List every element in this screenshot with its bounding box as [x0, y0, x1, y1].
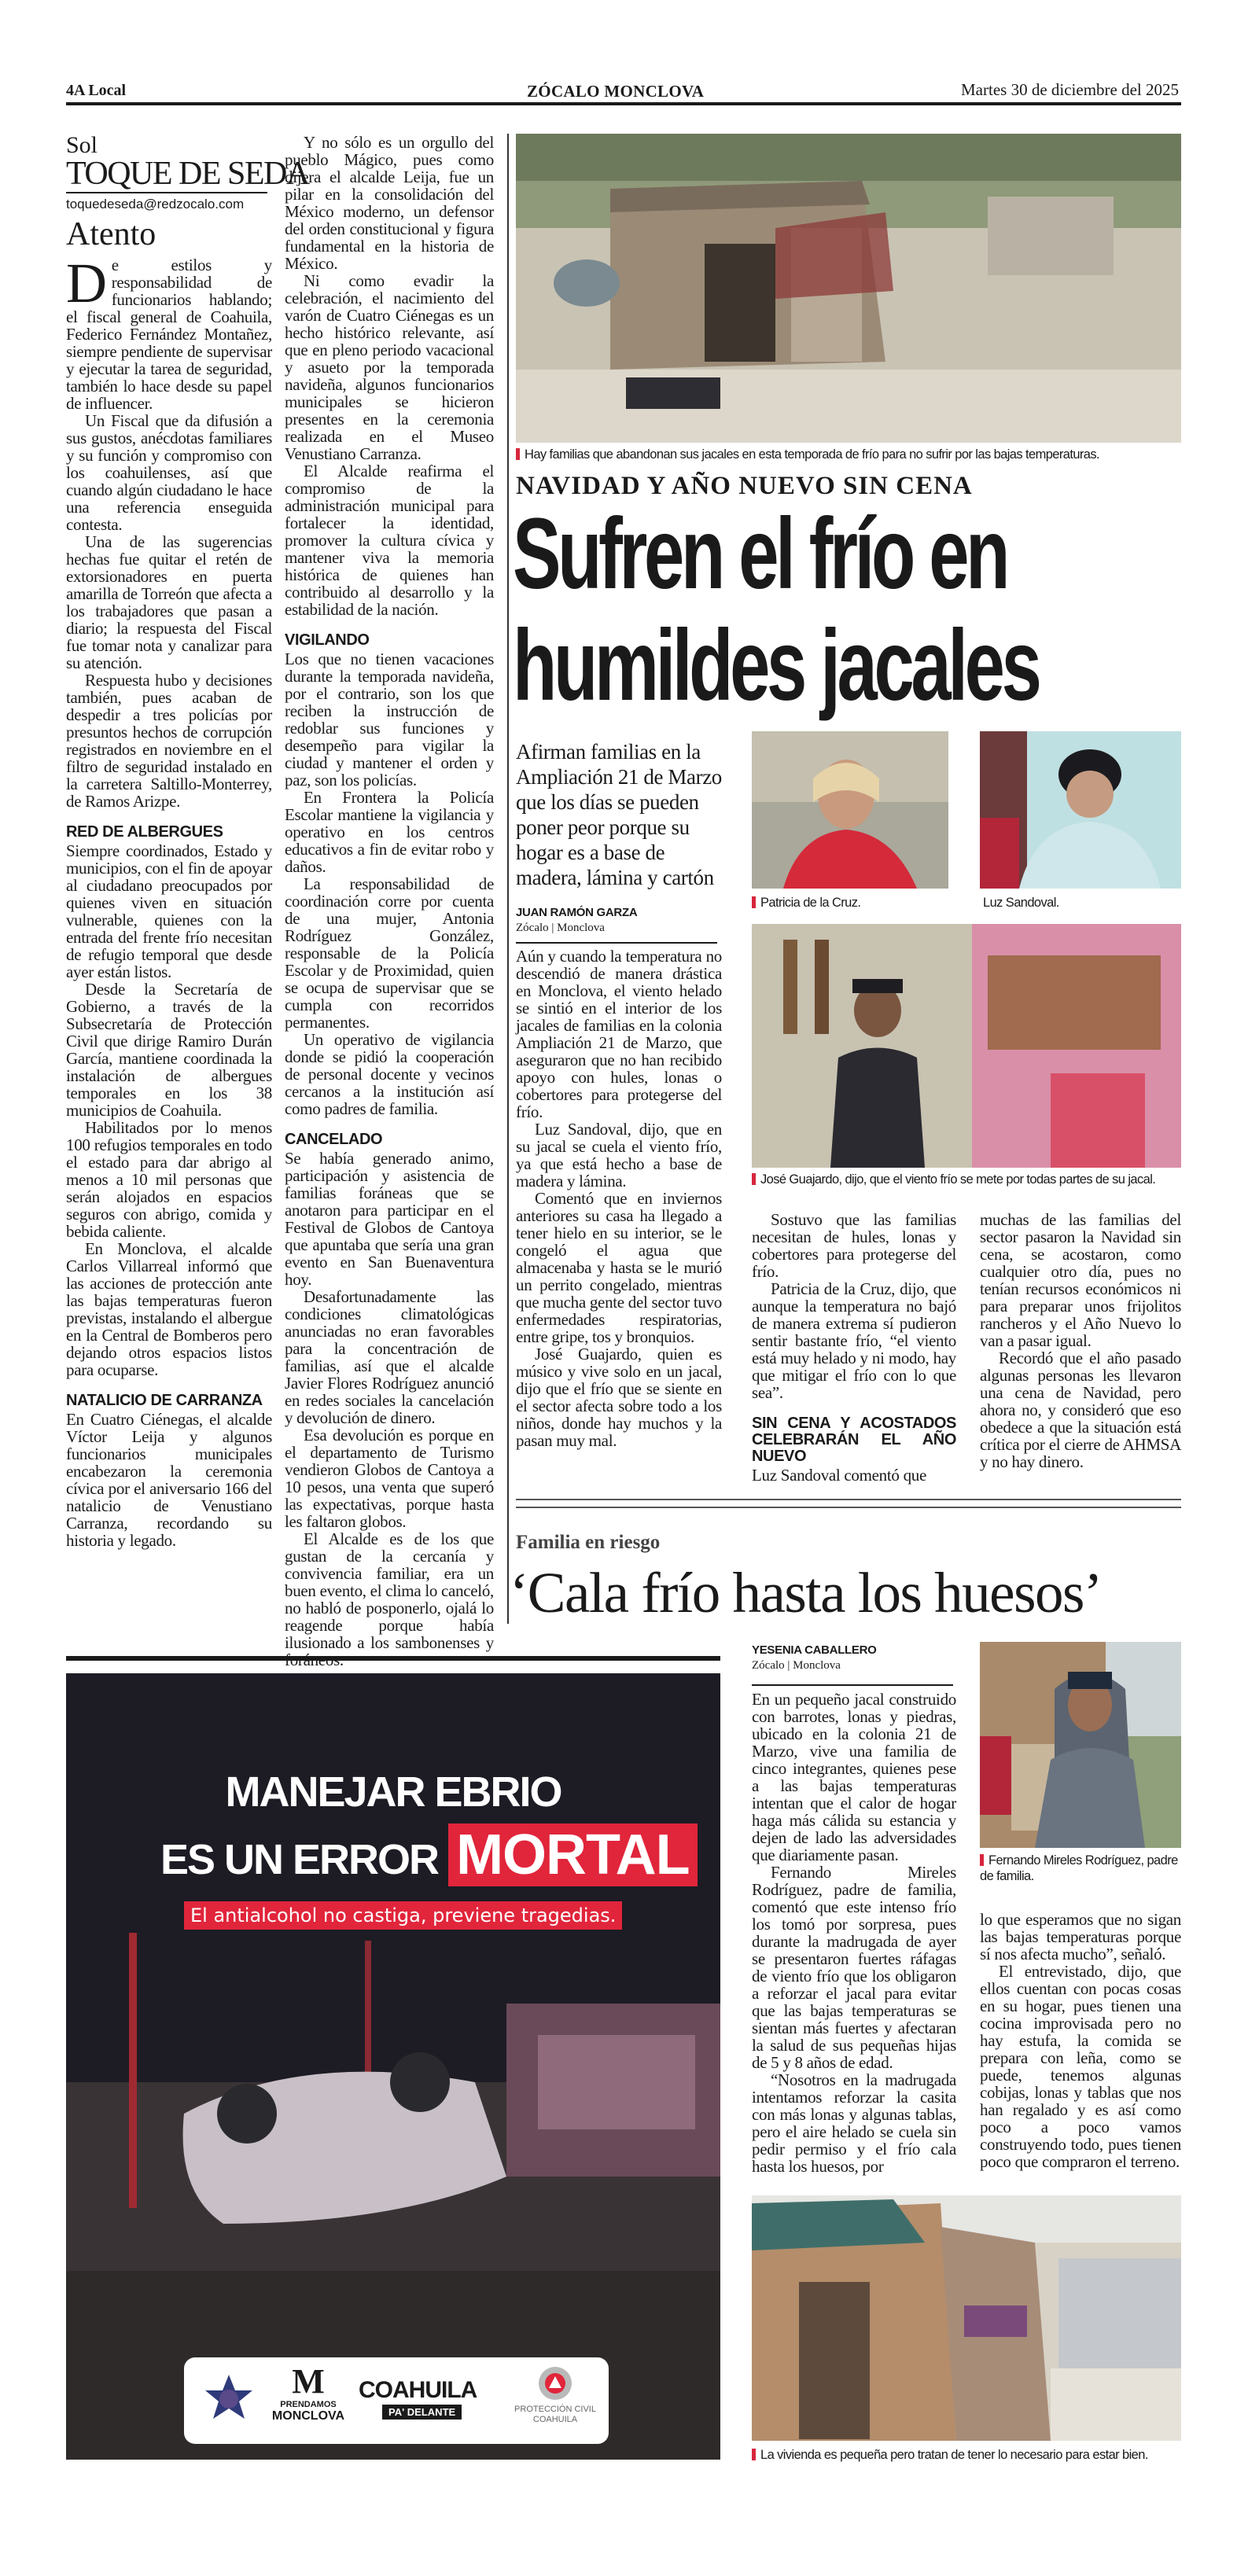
- second-story-section: Familia en riesgo: [516, 1532, 661, 1553]
- ad-top-rule: [66, 1656, 720, 1661]
- ad-headline-line-2: ES UN ERROR MORTAL: [160, 1823, 698, 1887]
- subhead-red-de-albergues: RED DE ALBERGUES: [66, 823, 223, 841]
- photo-patricia-de-la-cruz: [752, 731, 948, 889]
- ad-headline-line-1: MANEJAR EBRIO: [225, 1768, 561, 1816]
- paragraph: Esa devolución es porque en el departamento de Turismo vendieron Globos de Cantoya a 10 pesos, una venta que superó las expectativas, porque hasta les faltaron globos.: [285, 1426, 494, 1531]
- paragraph: La responsabilidad de coordinación corre por cuenta de una mujer, Antonia Rodríguez González, responsable de la Policía Escolar y de Proximidad, quien se ocupa de supervisar que se cumpla con recorridos permanentes.: [285, 874, 494, 1032]
- byline-rule: [516, 942, 717, 944]
- paragraph: Recordó que el año pasado algunas personas les llevaron una cena de Navidad, pero ahora no, y consideró que eso obedece a que la situación está crítica por el cierre de AHMSA y no hay dinero.: [980, 1349, 1181, 1471]
- paragraph: Una de las sugerencias hechas fue quitar el retén de extorsionadores en puerta amarilla de Torreón que afecta a los trabajadores que pasan a diario; la respuesta del Fiscal fue tomar nota y canalizar para su atención.: [66, 532, 272, 672]
- ad-highlight: MORTAL: [448, 1823, 698, 1886]
- subhead-vigilando: VIGILANDO: [285, 631, 370, 649]
- second-story-column-1: [752, 1691, 956, 2175]
- column-section-name: TOQUE DE SEDA: [66, 156, 309, 192]
- top-photo-caption: Hay familias que abandonan sus jacales en esta temporada de frío para no sufrir por las bajas temperaturas.: [516, 447, 1181, 462]
- ad-tagline: El antialcohol no castiga, previene tragedias.: [184, 1901, 622, 1930]
- paragraph: Luz Sandoval, dijo, que en su jacal se cuela el viento frío, ya que está hecho a base de madera y lámina.: [516, 1120, 722, 1190]
- caption-luz: Luz Sandoval.: [983, 896, 1059, 910]
- column-text-2: [285, 134, 494, 1669]
- story-kicker: NAVIDAD Y AÑO NUEVO SIN CENA: [516, 472, 973, 500]
- paragraph: En Cuatro Ciénegas, el alcalde Víctor Leija y algunos funcionarios municipales encabezaron la ceremonia cívica por el aniversario 166 del natalicio de Venustiano Carranza, recordando su historia y legado.: [66, 1410, 272, 1550]
- paragraph: El Alcalde es de los que gustan de la cercanía y convivencia familiar, era un buen evento, el clima lo canceló, no habló de posponerlo, ojalá lo reagende porque había ilusionado a los sambonenses y: [285, 1529, 494, 1652]
- story-byline-author: JUAN RAMÓN GARZA: [516, 906, 638, 919]
- police-star-icon: [201, 2373, 256, 2428]
- paragraph: En Monclova, el alcalde Carlos Villarreal informó que las acciones de protección ante las bajas temperaturas fueron previstas, instalando el albergue en la Central de Bomberos pero dejando otros espacios listos para ocuparse.: [66, 1239, 272, 1379]
- civil-protection-icon: [537, 2365, 573, 2401]
- paragraph: Y no sólo es un orgullo del pueblo Mágico, pues como dijera el alcalde Leija, fue un pilar en la consolidación del México moderno, un defensor del orden constitucional y figura fundamental en la historia de México.: [285, 133, 494, 273]
- paragraph: Siempre coordinados, Estado y municipios, con el fin de apoyar al ciudadano preocupados por quienes viven en situación vulnerable, quienes con la entrada del frente frío necesitan de refugio temporal que desde ayer están listos.: [66, 841, 272, 981]
- paragraph: Desafortunadamente las condiciones climatológicas anunciadas no eran favorables para la concentración de familias, así que el alcalde Javier Flores Rodríguez anunció en redes sociales la cancelación y devolución de dinero.: [285, 1287, 494, 1427]
- caption-marker: [980, 1854, 984, 1866]
- story-separator-rule: [516, 1499, 1181, 1500]
- column-title: Atento: [66, 216, 156, 252]
- issue-date: Martes 30 de diciembre del 2025: [961, 80, 1179, 99]
- paragraph: El Alcalde reafirma el compromiso de la administración municipal para fortalecer la identidad, promover la cultura cívica y mantener viva la memoria histórica de quienes han contribuido al desarrollo y la estabilidad de la nación.: [285, 462, 494, 619]
- photo-jose-guajardo: [752, 924, 1181, 1168]
- newspaper-name: ZÓCALO MONCLOVA: [527, 82, 705, 101]
- header-rule: [66, 102, 1181, 105]
- logo-prendamos: M PRENDAMOS MONCLOVA: [269, 2364, 348, 2423]
- column-text-1: [66, 252, 272, 1550]
- subhead-cancelado: CANCELADO: [285, 1131, 383, 1148]
- caption-marker: [752, 896, 756, 908]
- paragraph: Ni como evadir la celebración, el nacimiento del varón de Cuatro Ciénegas es un hecho histórico relevante, así que en pleno periodo vacacional y asueto por la temporada navideña, algunos funcionarios municipales se hicieron presentes en la ceremonia realizada en el Museo Venustiano Carranza.: [285, 271, 494, 463]
- story-column-1: [516, 948, 722, 1449]
- caption-marker: [752, 1173, 756, 1185]
- story-separator-rule: [516, 1507, 1181, 1508]
- logo-coahuila: COAHUILA PA' DELANTE: [359, 2377, 477, 2418]
- paragraph: Los que no tienen vacaciones durante la temporada navideña, por el contrario, son los que reciben la instrucción de redoblar sus funciones y desempeño para vigilar la ciudad y mantener el orden y paz, son los policías.: [285, 650, 494, 789]
- paragraph: Luz Sandoval comentó que: [752, 1466, 926, 1485]
- second-byline-author: YESENIA CABALLERO: [752, 1643, 877, 1657]
- paragraph: El entrevistado, dijo, que ellos cuentan con pocas cosas en su hogar, pues tienen una cocina improvisada pero no hay estufa, la comida se prepara con leña, como se puede, tenemos algunas cobijas, lonas y tablas que nos han regalado y es así como poco a poco vamos construyendo todo, pues tienen poco que compraron el terreno.: [980, 1962, 1181, 2171]
- subhead-natalicio: NATALICIO DE CARRANZA: [66, 1392, 263, 1409]
- story-headline-line-2: humildes jacales: [513, 609, 1039, 722]
- second-story-column-2: [980, 1911, 1181, 2170]
- ad-logo-strip: [184, 2357, 609, 2444]
- story-byline-place: Zócalo | Monclova: [516, 922, 605, 934]
- column-divider: [507, 134, 509, 1624]
- caption-marker: [752, 2449, 756, 2460]
- paragraph: Un Fiscal que da difusión a sus gustos, anécdotas familiares y su función y compromiso con los coahuilenses, así que cuando algún ciudadano le hace una referencia enseguida contesta.: [66, 411, 272, 534]
- story-column-2: [752, 1211, 956, 1484]
- photo-jacal-exterior: [516, 134, 1181, 443]
- story-headline-line-1: Sufren el frío en: [513, 498, 1007, 610]
- caption-jose: José Guajardo, dijo, que el viento frío se mete por todas partes de su jacal.: [752, 1172, 1181, 1187]
- dropcap: D: [66, 252, 107, 315]
- paragraph: En un pequeño jacal construido con barrotes, lonas y piedras, ubicado en la colonia 21 de Marzo, vive una familia de cinco integrantes, quienes pese a las bajas temperaturas intentan que el calor de hogar haga más cálida su estancia y dejen de lado las adversidades que diariamente pasan.: [752, 1690, 956, 1864]
- paragraph: “Nosotros en la madrugada intentamos reforzar la casita con más lonas y algunas tablas, pero el aire helado se cuela sin pedir permiso y el frío cala hasta los huesos, por: [752, 2070, 956, 2176]
- paragraph: Habilitados por lo menos 100 refugios temporales en todo el estado para dar abrigo al menos a 10 mil personas que serán alojados en espacios seguros con abrigo, comida y bebida caliente.: [66, 1118, 272, 1241]
- page-folio: 4A Local: [66, 82, 127, 99]
- logo-m-glyph: M: [292, 2362, 325, 2401]
- paragraph: Aún y cuando la temperatura no descendió de manera drástica en Monclova, el viento helado se sintió en el interior de los jacales de familias en la colonia Ampliación 21 de Marzo, que aseguraron que no han recibido apoyo con hules, lonas o cobertores para protegerse del frío.: [516, 947, 722, 1121]
- ad-banner[interactable]: [66, 1673, 720, 2460]
- story-deck: Afirman familias en la Ampliación 21 de Marzo que los días se pueden poner peor porque su hogar es a base de madera, lámina y cartón: [516, 740, 722, 889]
- paragraph: Un operativo de vigilancia donde se pidió la cooperación de personal docente y vecinos cercanos a la institución así como padres de familia.: [285, 1030, 494, 1118]
- story-column-3: [980, 1211, 1181, 1470]
- photo-luz-sandoval: [980, 731, 1181, 889]
- paragraph: José Guajardo, quien es músico y vive solo en un jacal, dijo que el frío que se siente en el sector afecta sobre todo a los niños, donde hay muchos y la pasan muy mal.: [516, 1345, 722, 1450]
- paragraph: lo que esperamos que no sigan las bajas temperaturas porque sí nos afecta mucho”, señaló.: [980, 1910, 1181, 1963]
- paragraph: Se había generado animo, participación y asistencia de familias foráneas que se anotaron para participar en el Festival de Globos de Cantoya que apuntaba que sería una gran evento en San Buenaventura hoy.: [285, 1149, 494, 1289]
- byline-rule: [752, 1684, 953, 1686]
- subhead-sin-cena: SIN CENA Y ACOSTADOS CELEBRARÁN EL AÑO NUEVO: [752, 1415, 956, 1465]
- paragraph: En Frontera la Policía Escolar mantiene la vigilancia y operativo en los centros educativos a fin de evitar robo y daños.: [285, 788, 494, 876]
- paragraph: Desde la Secretaría de Gobierno, a través de la Subsecretaría de Protección Civil que dirige Ramiro Durán García, mantiene coordinada la instalación de albergues temporales en los 38 municipios de Coahuila.: [66, 980, 272, 1120]
- logo-proteccion-civil: PROTECCIÓN CIVIL COAHUILA: [508, 2365, 602, 2426]
- paragraph: Patricia de la Cruz, dijo, que aunque la temperatura no bajó de manera extrema sí pudieron sentir bastante frío, “el viento está muy helado y ni modo, hay que mitigar el frío con lo que sea”.: [752, 1279, 956, 1402]
- caption-marker: [516, 448, 520, 460]
- caption-patricia: Patricia de la Cruz.: [752, 895, 860, 911]
- paragraph: Fernando Mireles Rodríguez, padre de familia, comentó que este intenso frío los tomó por sorpresa, pues durante la madrugada de ayer se presentaron fuertes ráfagas de viento frío que los obligaron a reforzar el jacal para evitar que las bajas temperaturas se sientan más fuertes y afectaran la salud de sus pequeñas hijas de 5 y 8 años de edad.: [752, 1863, 956, 2072]
- caption-fernando: Fernando Mireles Rodríguez, padre de familia.: [980, 1853, 1178, 1883]
- second-story-headline: ‘Cala frío hasta los huesos’: [510, 1561, 1102, 1625]
- paragraph: muchas de las familias del sector pasaron la Navidad sin cena, se acostaron, como cualquier otro día, pues no tenían recursos económicos ni para preparar unos frijolitos rancheros y el Año Nuevo lo van a pasar igual.: [980, 1210, 1181, 1350]
- paragraph: Respuesta hubo y decisiones también, pues acaban de despedir a tres policías por presuntos hechos de corrupción registrados en noviembre en el filtro de seguridad instalado en la carretera Saltillo-Monterrey, de Ramos Arizpe.: [66, 671, 272, 811]
- photo-vivienda: [752, 2195, 1181, 2441]
- photo-fernando-mireles: [980, 1642, 1181, 1848]
- paragraph: Sostuvo que las familias necesitan de hules, lonas y cobertores para protegerse del frío.: [752, 1210, 956, 1281]
- intro-paragraph: De estilos y responsabilidad de funcionarios hablando; el fiscal general de Coahuila, Federico Fernández Montañez, siempre pendiente de supervisar y ejecutar la tarea de seguridad, también lo hace desde su papel de influencer.: [66, 252, 272, 413]
- columnist-name: Sol: [66, 132, 98, 158]
- caption-vivienda: La vivienda es pequeña pero tratan de tener lo necesario para estar bien.: [752, 2447, 1181, 2463]
- second-byline-place: Zócalo | Monclova: [752, 1659, 841, 1672]
- paragraph: Comentó que en inviernos anteriores su casa ha llegado a tener hielo en su interior, se le congeló el agua que almacenaba y hasta se le murió un perrito congelado, mientras que mucha gente del sector tuvo enfermedades respiratorias, entre gripe, tos y bronquios.: [516, 1189, 722, 1346]
- column-email-link[interactable]: toquedeseda@redzocalo.com: [66, 197, 245, 212]
